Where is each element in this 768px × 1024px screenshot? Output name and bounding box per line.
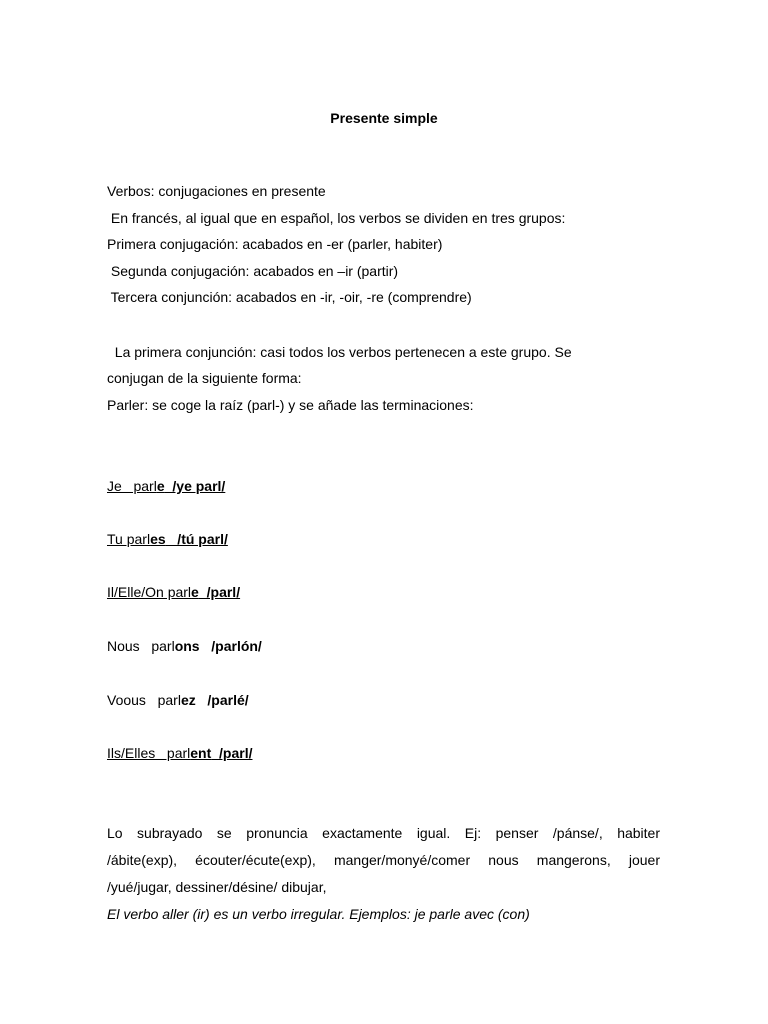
page-title: Presente simple bbox=[330, 110, 438, 126]
conj-ending: e bbox=[191, 584, 199, 600]
conjugation-ils bbox=[107, 744, 252, 762]
conj-pronunciation: /parl/ bbox=[198, 584, 241, 600]
note-italic-line: El verbo aller (ir) es un verbo irregular. Ejemplos: je parle avec (con) bbox=[107, 906, 530, 922]
intro-line-3: Primera conjugación: acabados en -er (parler, habiter) bbox=[107, 236, 443, 252]
conj-pronoun: Il/Elle/On parl bbox=[107, 584, 192, 600]
conj-ending: ez bbox=[180, 692, 196, 708]
intro-line-1: Verbos: conjugaciones en presente bbox=[107, 183, 326, 199]
conj-ending: es bbox=[150, 531, 166, 547]
intro-line-2: En francés, al igual que en español, los verbos se dividen en tres grupos: bbox=[107, 210, 566, 226]
conj-pronoun: Voous parl bbox=[107, 692, 181, 708]
group-line-2: conjugan de la siguiente forma: bbox=[107, 370, 302, 386]
conjugation-nous bbox=[107, 637, 262, 655]
conj-pronunciation: /parl/ bbox=[211, 745, 253, 761]
conj-ending: e bbox=[156, 478, 165, 494]
conjugation-je bbox=[107, 477, 225, 495]
group-line-3: Parler: se coge la raíz (parl-) y se añade las terminaciones: bbox=[107, 397, 474, 413]
conj-ending: ons bbox=[174, 638, 200, 654]
conj-pronoun: Je parl bbox=[107, 478, 157, 494]
conj-ending: ent bbox=[190, 745, 212, 761]
conj-pronoun: Ils/Elles parl bbox=[107, 745, 191, 761]
intro-line-4: Segunda conjugación: acabados en –ir (partir) bbox=[107, 263, 399, 279]
note-line-1: Lo subrayado se pronuncia exactamente igual. Ej: penser /pánse/, habiter bbox=[107, 825, 660, 841]
conj-pronunciation: /tú parl/ bbox=[165, 531, 228, 547]
conjugation-il bbox=[107, 583, 240, 601]
note-line-2: /ábite(exp), écouter/écute(exp), manger/monyé/comer nous mangerons, jouer bbox=[107, 852, 660, 868]
conj-pronunciation: /ye parl/ bbox=[164, 478, 226, 494]
conjugation-vous bbox=[107, 691, 249, 709]
group-line-1: La primera conjunción: casi todos los verbos pertenecen a este grupo. Se bbox=[107, 344, 572, 360]
intro-line-5: Tercera conjunción: acabados en -ir, -oir, -re (comprendre) bbox=[107, 289, 472, 305]
conj-pronoun: Nous parl bbox=[107, 638, 175, 654]
conj-pronunciation: /parlón/ bbox=[199, 638, 262, 654]
conj-pronunciation: /parlé/ bbox=[195, 692, 249, 708]
conj-pronoun: Tu parl bbox=[107, 531, 151, 547]
note-line-3: /yué/jugar, dessiner/désine/ dibujar, bbox=[107, 879, 327, 895]
conjugation-tu bbox=[107, 530, 228, 548]
